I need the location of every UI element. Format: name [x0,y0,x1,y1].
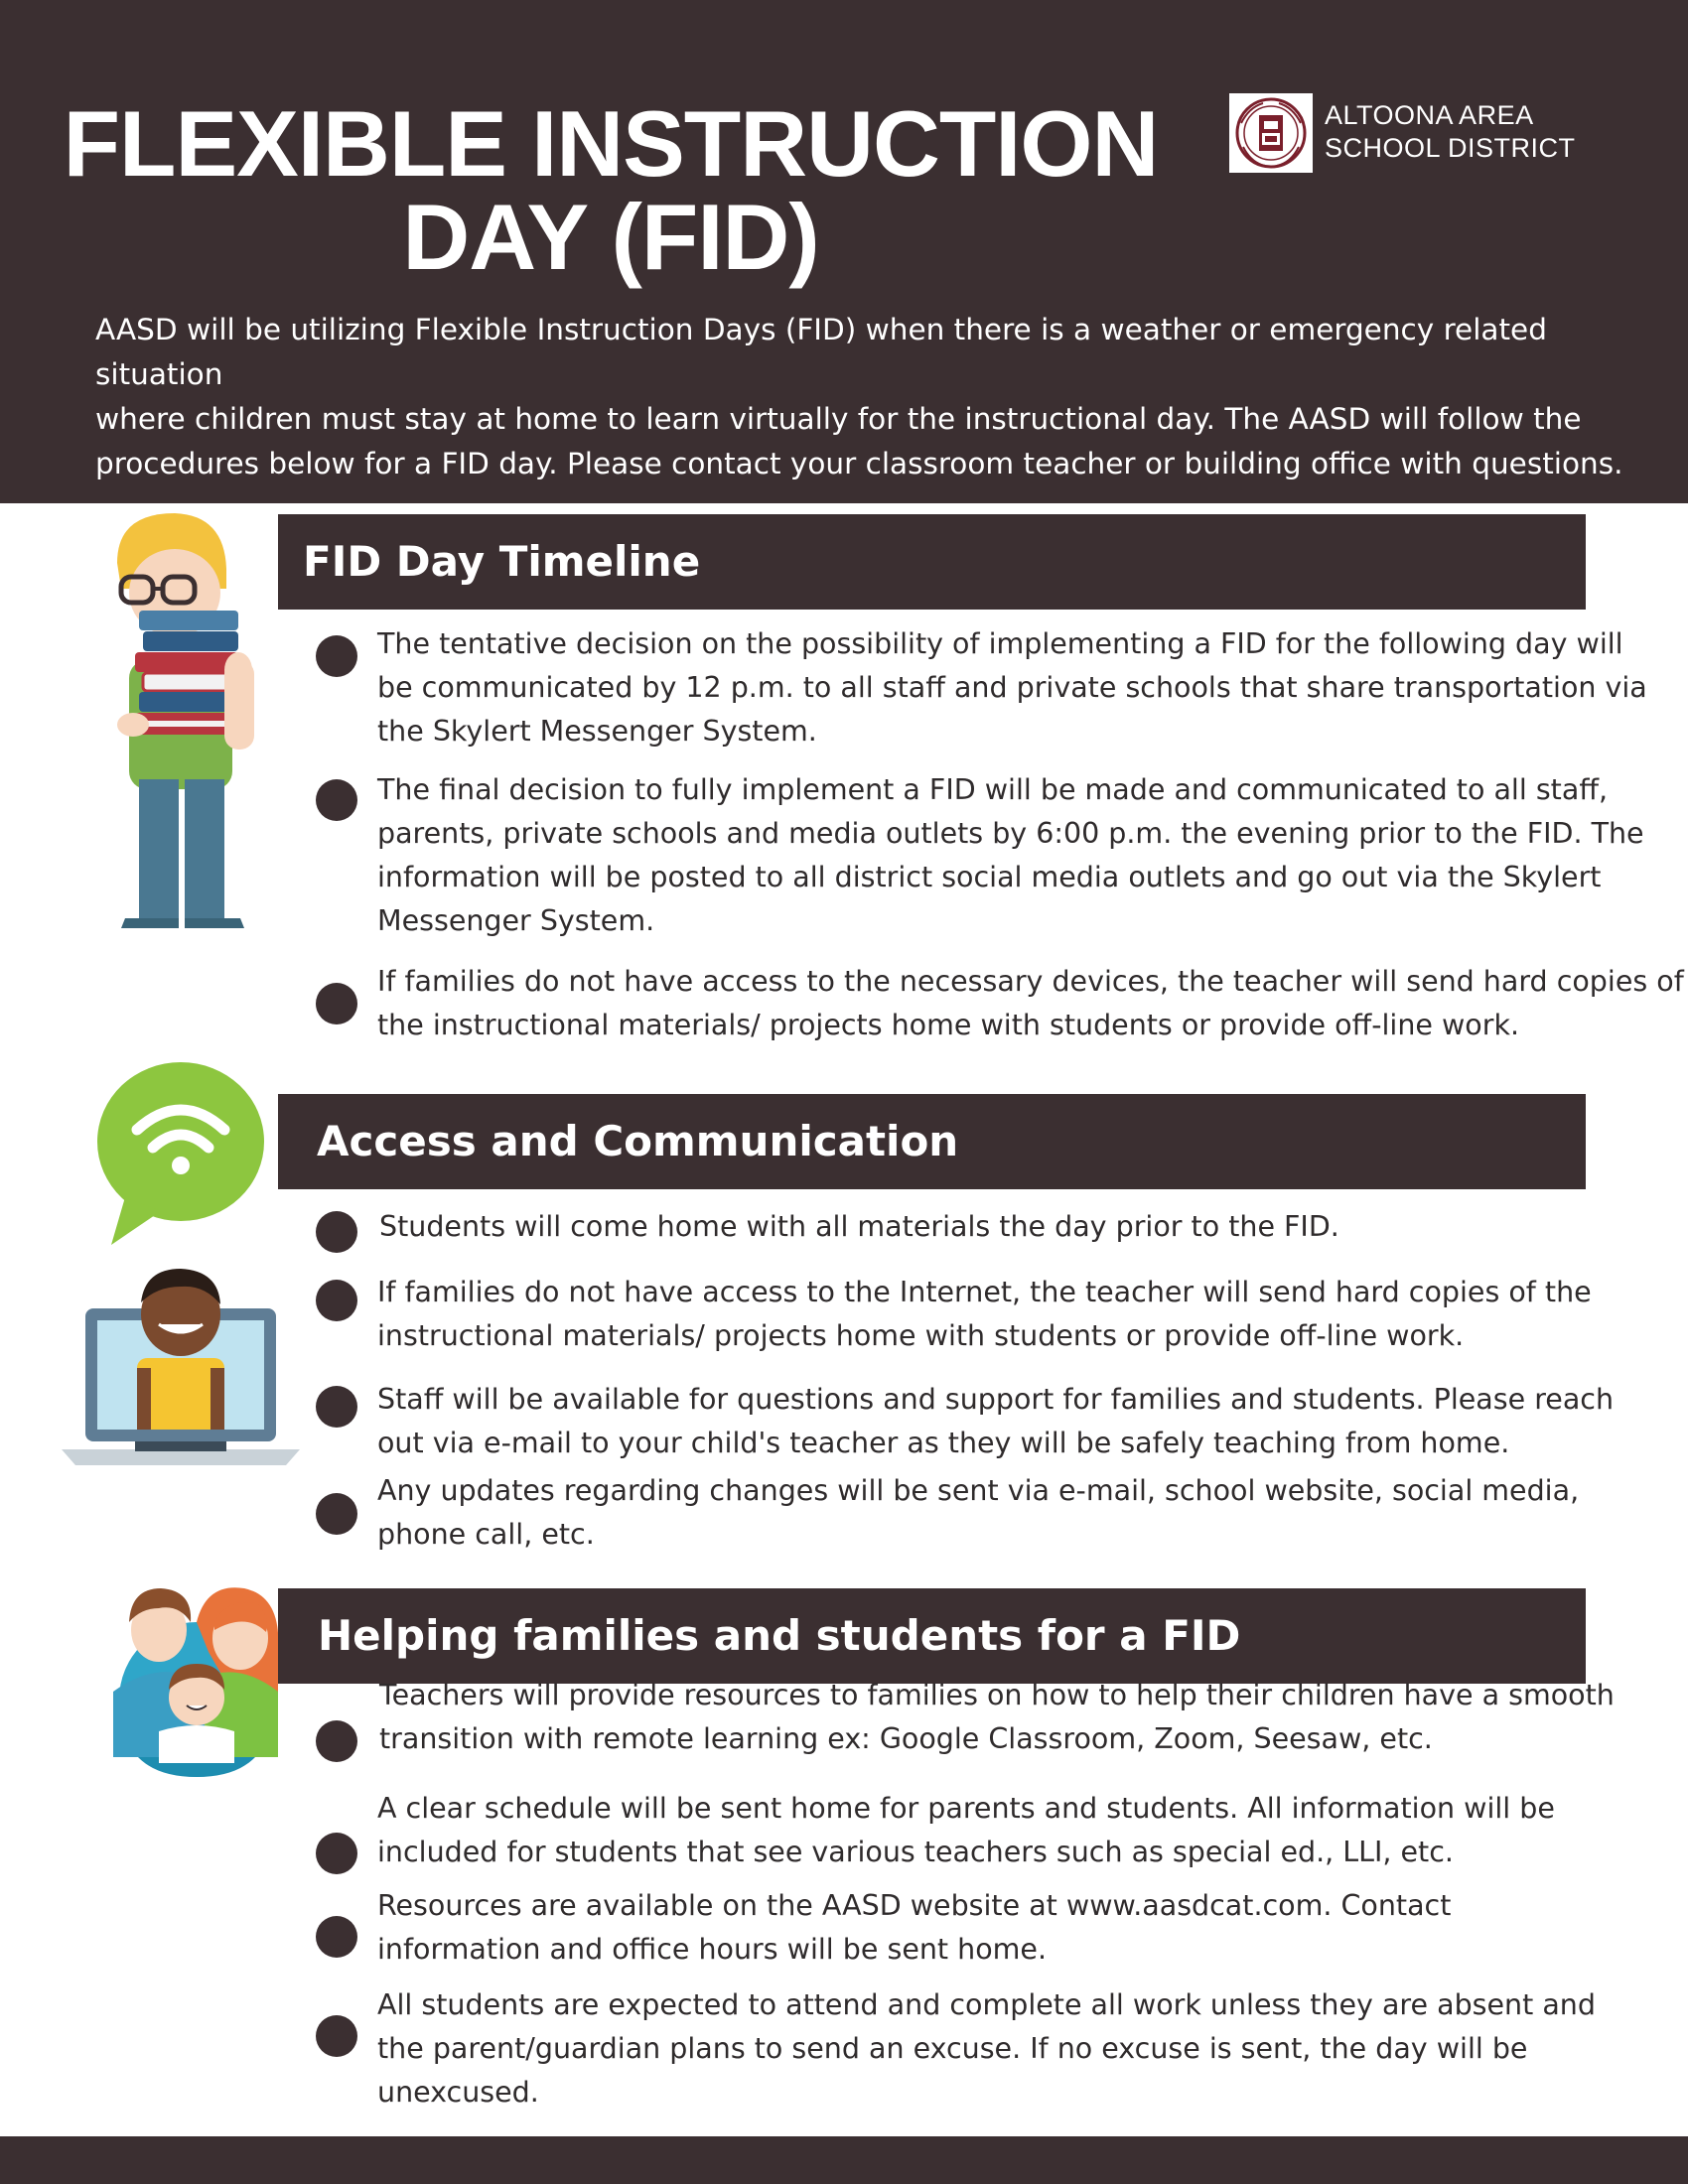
text-line: The tentative decision on the possibility of implementing a FID for the following day will [377,627,1623,660]
text-line: parents, private schools and media outlets by 6:00 p.m. the evening prior to the FID. The [377,817,1644,850]
list-item-text [377,1787,1589,1874]
list-item-text [377,1884,1589,1972]
list-item-text [377,960,1684,1047]
school-seal-icon [1229,93,1313,173]
list-item-text [379,1674,1615,1761]
text-line: All students are expected to attend and complete all work unless they are absent and [377,1988,1596,2021]
footer-bar [0,2136,1688,2184]
page-title [60,91,1162,289]
section-heading-fid-day-timeline: FID Day Timeline [278,514,1586,610]
district-line-2: SCHOOL DISTRICT [1325,133,1576,163]
text-line: transition with remote learning ex: Google Classroom, Zoom, Seesaw, etc. [379,1722,1433,1755]
text-line: Students will come home with all materials the day prior to the FID. [379,1210,1339,1243]
text-line: If families do not have access to the necessary devices, the teacher will send hard copies of [377,965,1684,998]
list-item-text [377,1378,1615,1465]
bullet-dot [316,1493,357,1535]
bullet-dot [316,1720,357,1762]
family-illustration [109,1582,283,1777]
wifi-icon [172,1157,190,1174]
text-line: Resources are available on the AASD website at www.aasdcat.com. Contact [377,1889,1452,1922]
bullet-dot [316,1280,357,1321]
bullet-dot [316,779,357,821]
list-item-text [379,1205,1591,1249]
list-item-text [377,1469,1589,1557]
bullet-dot [316,983,357,1024]
bullet-dot [316,1386,357,1428]
section-heading-helping-families: Helping families and students for a FID [278,1588,1586,1684]
list-item-text [377,768,1644,943]
text-line: Any updates regarding changes will be sent via e-mail, school website, social media, [377,1474,1580,1507]
intro-line-3: procedures below for a FID day. Please contact your classroom teacher or building office with questions. [95,447,1623,480]
text-line: A clear schedule will be sent home for parents and students. All information will be [377,1792,1555,1825]
bullet-dot [316,635,357,677]
student-with-books-illustration [95,511,269,933]
bullet-dot [316,1916,357,1958]
section-heading-access-and-communication: Access and Communication [278,1094,1586,1189]
bullet-dot [316,2015,357,2057]
header-banner [0,0,1688,503]
text-line: If families do not have access to the Internet, the teacher will send hard copies of the [377,1276,1592,1308]
title-line-2: DAY (FID) [402,185,819,289]
bullet-dot [316,1833,357,1874]
text-line: information will be posted to all district social media outlets and go out via the Skylert [377,861,1602,893]
district-name [1325,99,1576,165]
bullet-dot [316,1211,357,1253]
text-line: Teachers will provide resources to families on how to help their children have a smooth [379,1679,1615,1711]
text-line: instructional materials/ projects home with students or provide off-line work. [377,1319,1465,1352]
title-line-1: FLEXIBLE INSTRUCTION [63,91,1159,196]
text-line: phone call, etc. [377,1518,595,1551]
district-line-1: ALTOONA AREA [1325,100,1534,130]
text-line: the parent/guardian plans to send an excuse. If no excuse is sent, the day will be [377,2032,1528,2065]
text-line: the instructional materials/ projects home with students or provide off-line work. [377,1009,1520,1041]
text-line: Messenger System. [377,904,655,937]
list-item-text [377,1983,1596,2115]
text-line: unexcused. [377,2076,539,2109]
intro-line-2: where children must stay at home to learn virtually for the instructional day. The AASD will follow the [95,402,1582,436]
intro-line-1: AASD will be utilizing Flexible Instruction Days (FID) when there is a weather or emergency related situation [95,313,1547,391]
text-line: be communicated by 12 p.m. to all staff and private schools that share transportation via [377,671,1647,704]
text-line: The final decision to fully implement a FID will be made and communicated to all staff, [377,773,1609,806]
text-line: included for students that see various teachers such as special ed., LLI, etc. [377,1836,1454,1868]
text-line: Staff will be available for questions and support for families and students. Please reach [377,1383,1615,1416]
list-item-text [377,1271,1592,1358]
list-item-text [377,622,1647,753]
text-line: out via e-mail to your child's teacher as they will be safely teaching from home. [377,1427,1510,1459]
intro-paragraph [95,308,1624,486]
text-line: information and office hours will be sent home. [377,1933,1048,1966]
text-line: the Skylert Messenger System. [377,715,817,748]
wifi-laptop-illustration [56,1060,304,1487]
